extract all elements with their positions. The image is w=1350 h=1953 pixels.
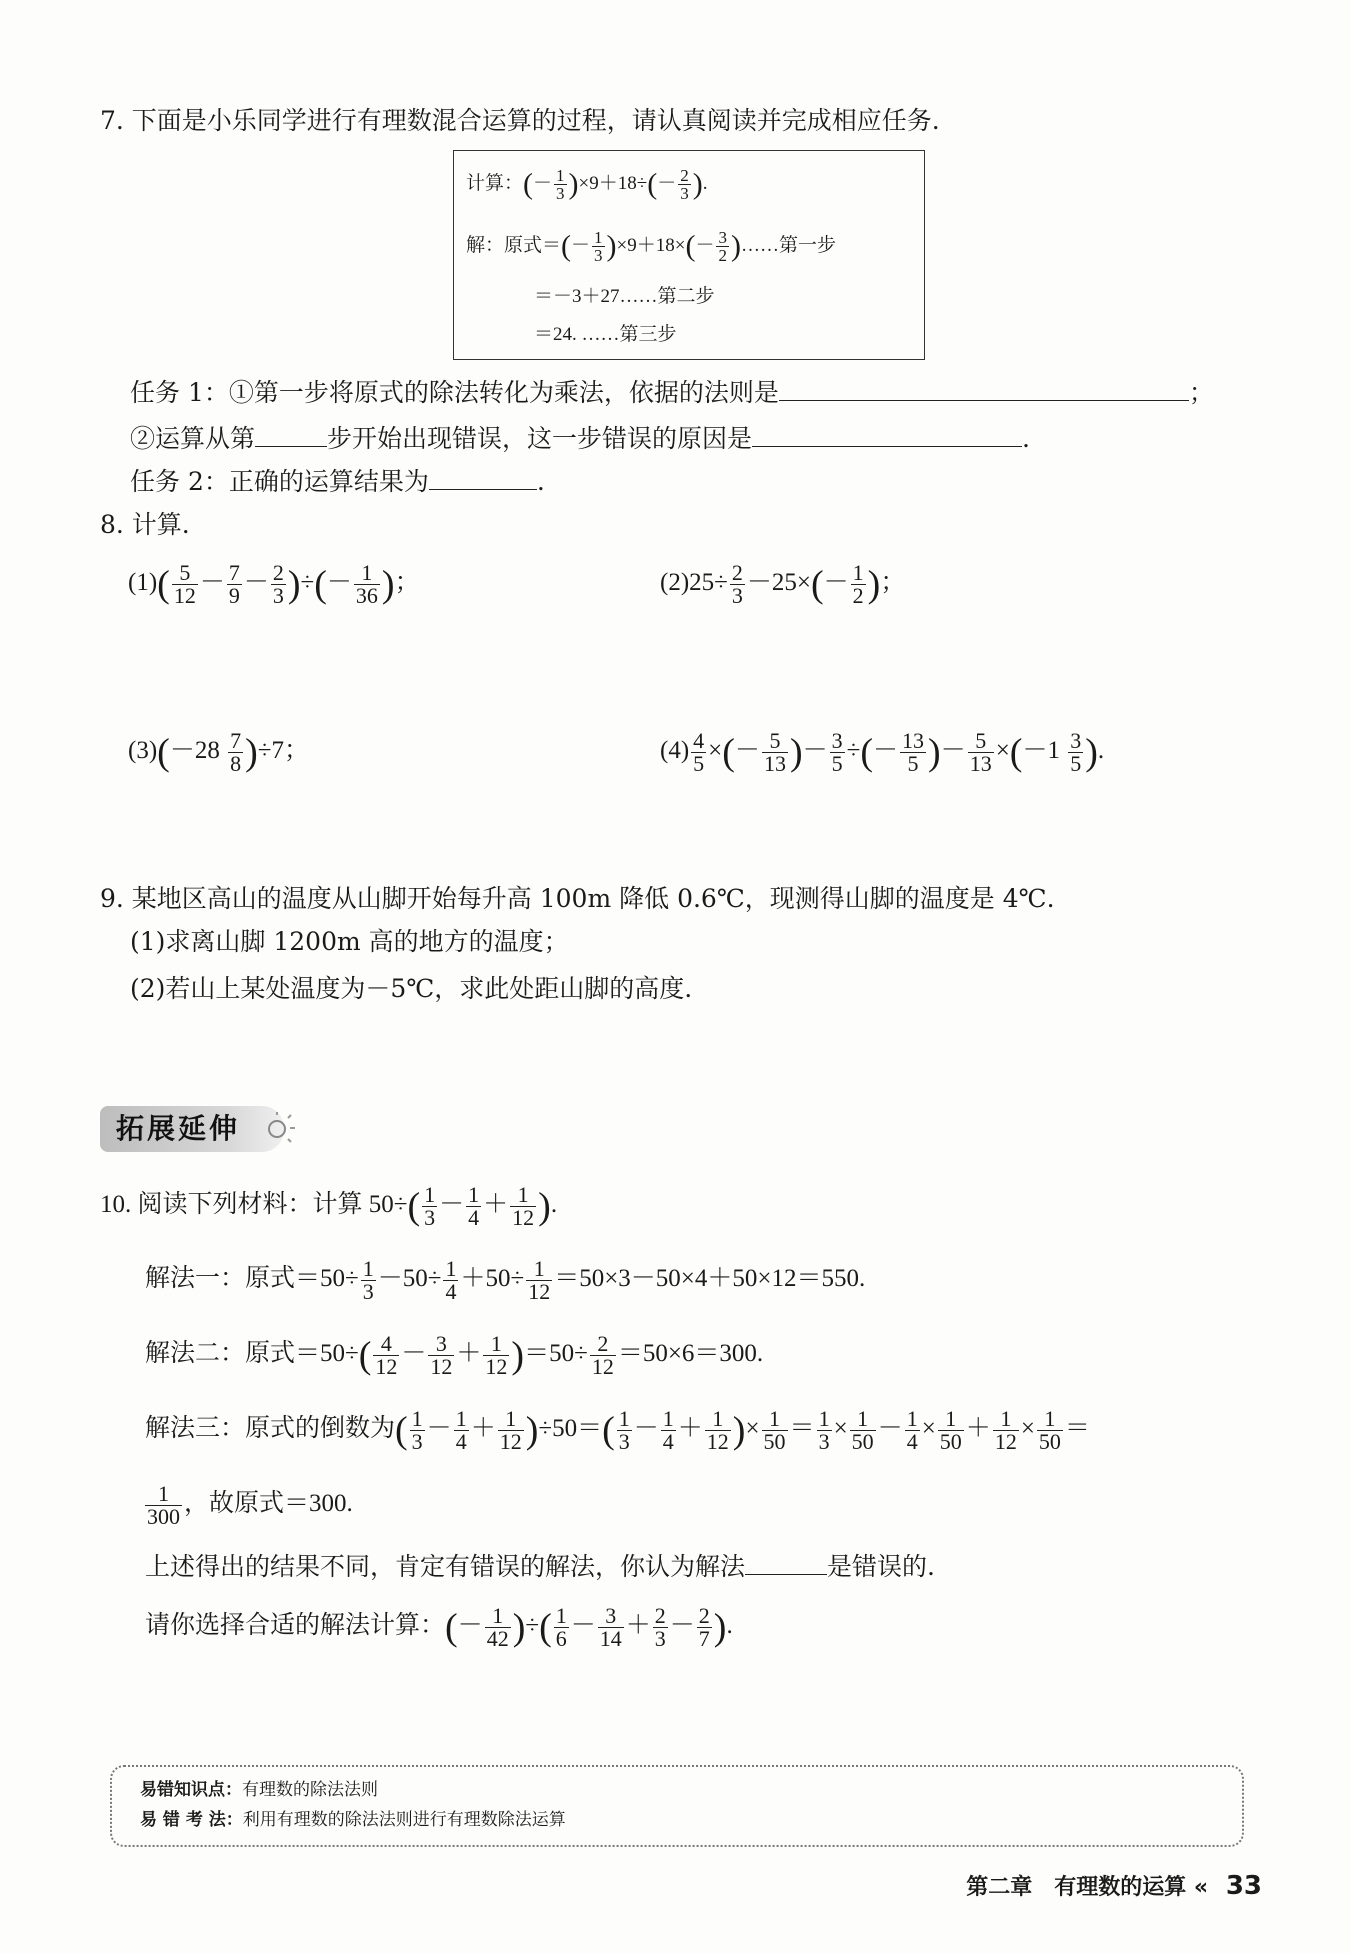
q9-part1: (1)求离山脚 1200m 高的地方的温度； [130,927,569,956]
answer-blank[interactable] [745,1550,827,1575]
double-chevron-left-icon: « [1193,1875,1209,1900]
note-line-2 [140,1807,566,1833]
q10-ask2: 请你选择合适的解法计算：(－ $\frac{1}{42}$ )÷( $\frac{1}{6}$ － $\frac{3}{14}$ ＋ $\frac{2}{3}$ － $\frac{2}{7}$ ). [145,1603,733,1651]
answer-blank[interactable] [255,422,327,447]
q7-step1-line: 解：原式＝(－ $\frac{1}{3}$ )×9＋18×(－ $\frac{3}{2}$ )……第一步 [466,228,836,265]
page-footer [966,1870,1262,1901]
q10-method3: 解法三：原式的倒数为( $\frac{1}{3}$ － $\frac{1}{4}$ ＋ $\frac{1}{12}$ )÷50＝( $\frac{1}{3}$ － $\frac{1}{4}$ ＋ $\frac{1}{12}$ )× $\frac{1}{50}$ ＝ $\frac{1}{3}$ × $\frac{1}{50}$ － $\frac{1}{4}$ × $\frac{1}{50}$ ＋ $\frac{1}{12}$ × $\frac{1}{50}$ ＝ [145,1406,1090,1454]
q9-part2: (2)若山上某处温度为－5℃，求此处距山脚的高度. [130,974,693,1003]
page-number: 33 [1225,1871,1262,1901]
method3-label: 解法三：原式的倒数为 [145,1415,396,1443]
q9-intro: 9. 某地区高山的温度从山脚开始每升高 100m 降低 0.6℃，现测得山脚的温度是 4℃. [100,884,1055,913]
calc-label: 计算： [466,172,524,194]
note-line-1 [140,1777,378,1803]
ask1-tail: 是错误的. [827,1552,935,1581]
q10-method2: 解法二：原式＝50÷( $\frac{4}{12}$ － $\frac{3}{12}$ ＋ $\frac{1}{12}$ )＝50÷ $\frac{2}{12}$ ＝50×6＝300. [145,1331,764,1379]
q7-task1b [130,422,1030,456]
method2-tail: ＝50×6＝300. [617,1340,764,1368]
q7-step3-line: ＝24. ……第三步 [534,324,677,345]
q8-intro: 8. 计算. [100,510,190,539]
q8-part1: (1)( $\frac{5}{12}$ － $\frac{7}{9}$ － $\frac{2}{3}$ )÷(－ $\frac{1}{36}$ )； [128,560,420,608]
q10-intro-text: 10. 阅读下列材料：计算 50÷ [100,1191,408,1219]
q7-step2-line: ＝－3＋27……第二步 [534,286,715,307]
note-label: 易 错 考 法： [140,1810,243,1830]
q10-method1: 解法一：原式＝50÷ $\frac{1}{3}$ －50÷ $\frac{1}{4}$ ＋50÷ $\frac{1}{12}$ ＝50×3－50×4＋50×12＝550. [145,1256,866,1304]
punct: . [1022,424,1030,453]
solution-label: 解：原式＝ [466,234,562,256]
q10-intro: 10. 阅读下列材料：计算 50÷( $\frac{1}{3}$ － $\frac{1}{4}$ ＋ $\frac{1}{12}$ ). [100,1182,558,1230]
method1-label: 解法一：原式＝50÷ [145,1265,359,1293]
lightbulb-icon [262,1112,296,1146]
q10-method3-cont: $\frac{1}{300}$ ，故原式＝300. [147,1481,353,1529]
answer-blank[interactable] [429,465,537,490]
part-label: (4) [660,737,690,765]
method3-cont-text: ，故原式＝300. [184,1490,353,1518]
section-banner: 拓展延伸 [100,1106,284,1152]
q10-ask1 [145,1550,935,1584]
method2-label: 解法二：原式＝50÷ [145,1340,359,1368]
step1-tail: ……第一步 [740,234,836,256]
q7-intro: 7. 下面是小乐同学进行有理数混合运算的过程，请认真阅读并完成相应任务. [100,106,940,135]
q8-part4: (4) $\frac{4}{5}$ ×(－ $\frac{5}{13}$ )－ $\frac{3}{5}$ ÷(－ $\frac{13}{5}$ )－ $\frac{5}{13}$ ×(－1 $\frac{3}{5}$ ). [660,728,1105,776]
q7-task1a [130,376,1214,410]
task2-text: 任务 2：正确的运算结果为 [130,467,429,496]
part-label: (2)25÷ [660,569,728,597]
punct: . [536,467,545,496]
note-text: 利用有理数的除法法则进行有理数除法运算 [242,1810,566,1830]
q7-calc-line: 计算：(－ $\frac{1}{3}$ )×9＋18÷(－ $\frac{2}{3}$ ). [466,166,708,203]
answer-blank[interactable] [779,376,1189,401]
task1b-text1: ②运算从第 [130,424,256,453]
q7-task2 [130,465,545,499]
note-label: 易错知识点： [140,1780,242,1800]
punct: ； [1188,378,1214,407]
method1-tail: ＝50×3－50×4＋50×12＝550. [554,1265,866,1293]
answer-blank[interactable] [752,422,1022,447]
error-note-box [110,1765,1244,1847]
part-label: (1) [128,569,158,597]
q7-solution-box [453,150,925,360]
part-label: (3) [128,737,158,765]
q8-part3: (3)(－28 $\frac{7}{8}$ )÷7； [128,728,309,776]
task1a-text: 任务 1：①第一步将原式的除法转化为乘法，依据的法则是 [130,378,779,407]
note-text: 有理数的除法法则 [242,1780,378,1800]
chapter-title: 第二章 有理数的运算 [966,1875,1187,1900]
ask1-text: 上述得出的结果不同，肯定有错误的解法，你认为解法 [145,1552,746,1581]
ask2-text: 请你选择合适的解法计算： [145,1612,446,1640]
q8-part2: (2)25÷ $\frac{2}{3}$ －25×(－ $\frac{1}{2}$ )； [660,560,906,608]
task1b-text2: 步开始出现错误，这一步错误的原因是 [327,424,753,453]
